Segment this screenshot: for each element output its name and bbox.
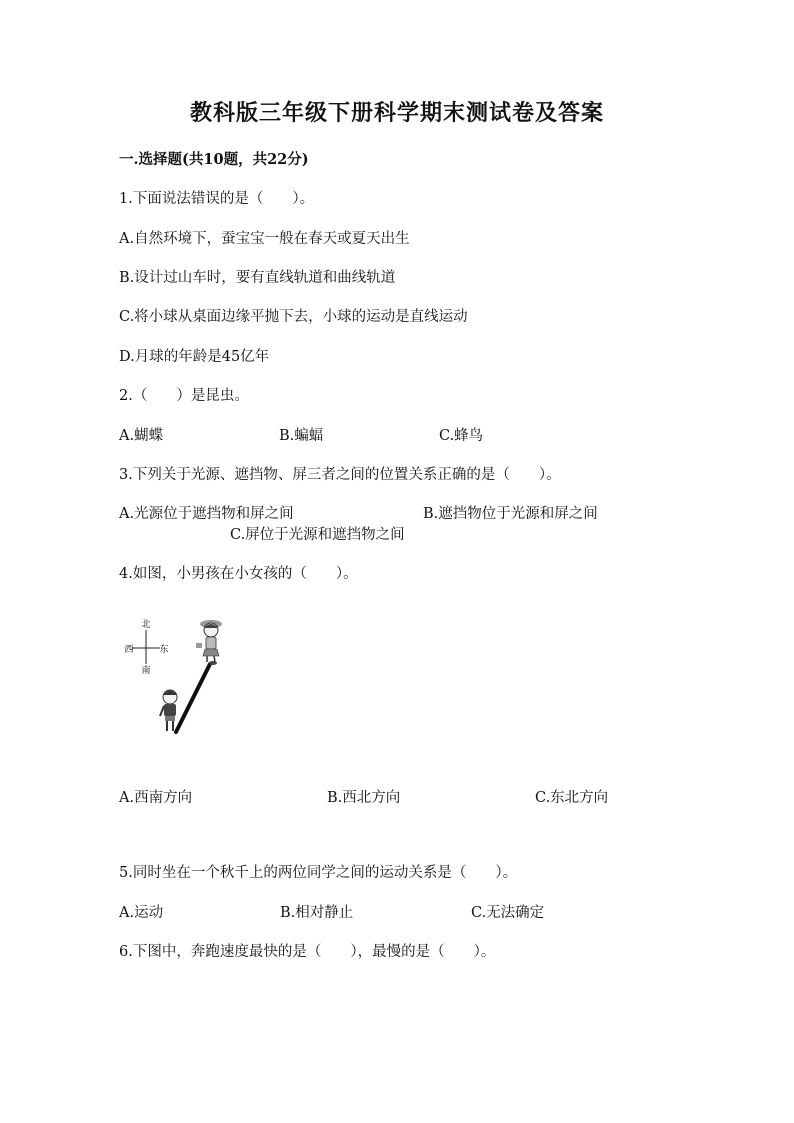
- question-1: 1.下面说法错误的是（ ）。: [119, 191, 315, 207]
- compass-east: 东: [159, 645, 169, 655]
- compass-north: 北: [141, 620, 151, 630]
- q5-option-a: A.运动: [119, 905, 164, 921]
- page-title: 教科版三年级下册科学期末测试卷及答案: [189, 100, 604, 126]
- direction-figure: [118, 612, 238, 742]
- question-2: 2.（ ）是昆虫。: [119, 388, 249, 404]
- q1-option-a: A.自然环境下，蚕宝宝一般在春天或夏天出生: [119, 231, 410, 247]
- q1-option-c: C.将小球从桌面边缘平抛下去，小球的运动是直线运动: [119, 309, 468, 325]
- question-4: 4.如图，小男孩在小女孩的（ ）。: [119, 566, 358, 582]
- q1-option-d: D.月球的年龄是45亿年: [119, 349, 270, 365]
- question-3: 3.下列关于光源、遮挡物、屏三者之间的位置关系正确的是（ ）。: [119, 467, 561, 483]
- q4-option-c: C.东北方向: [535, 790, 609, 806]
- girl-figure-icon: [196, 620, 222, 665]
- q3-option-c: C.屏位于光源和遮挡物之间: [230, 527, 405, 543]
- compass-kids-illustration: [118, 612, 238, 742]
- question-5: 5.同时坐在一个秋千上的两位同学之间的运动关系是（ ）。: [119, 865, 518, 881]
- q2-option-a: A.蝴蝶: [119, 428, 164, 444]
- q1-option-b: B.设计过山车时，要有直线轨道和曲线轨道: [119, 270, 396, 286]
- q3-option-a: A.光源位于遮挡物和屏之间: [119, 506, 294, 522]
- compass-west: 西: [124, 645, 134, 655]
- section-heading: 一.选择题(共10题，共22分): [119, 151, 309, 168]
- compass-icon: [132, 630, 160, 664]
- q5-option-b: B.相对静止: [280, 905, 354, 921]
- connecting-line: [176, 664, 210, 732]
- q3-option-b: B.遮挡物位于光源和屏之间: [423, 506, 598, 522]
- q4-option-b: B.西北方向: [327, 790, 401, 806]
- boy-figure-icon: [160, 690, 177, 731]
- compass-south: 南: [141, 666, 151, 676]
- q4-option-a: A.西南方向: [119, 790, 193, 806]
- question-6: 6.下图中，奔跑速度最快的是（ ），最慢的是（ ）。: [119, 944, 496, 960]
- q5-option-c: C.无法确定: [471, 905, 545, 921]
- q2-option-c: C.蜂鸟: [439, 428, 484, 444]
- q2-option-b: B.蝙蝠: [279, 428, 324, 444]
